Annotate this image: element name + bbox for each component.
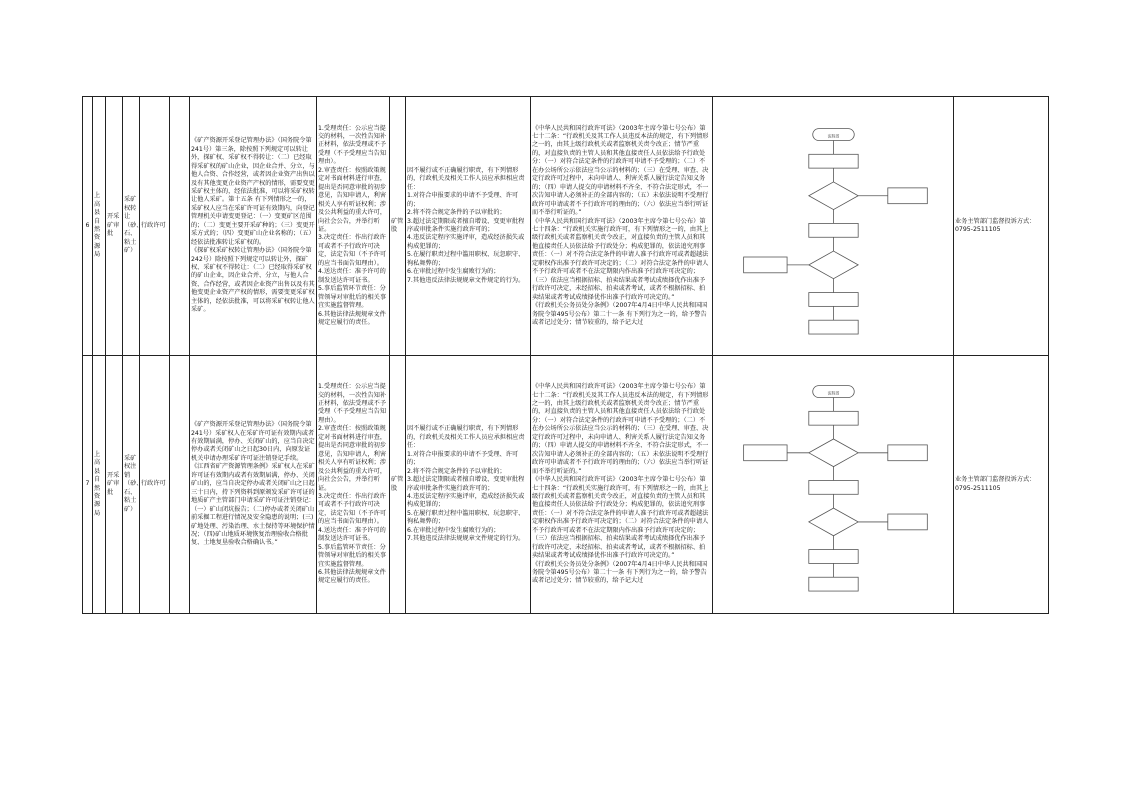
type-cell: 行政许可 bbox=[140, 356, 170, 614]
table-row bbox=[83, 97, 1049, 356]
table-row bbox=[83, 356, 1049, 614]
legal-provisions-cell: 《中华人民共和国行政许可法》（2003年主席令第七号公布）第七十二条：“行政机关及其工作人员违反本法的规定，有下列情形之一的，由其上级行政机关或者监察机关责令改正；情节严重的，对直接负责的主管人员和其他直接责任人员依法给予行政处分：（一）对符合法定条件的行政许可申请不予受理的；（二）不在办公场所公示依法应当公示的材料的；（三）在受理、审查、决定行政许可过程中，未向申请人、利害关系人履行法定告知义务的；（四）申请人提交的申请材料不齐全、不符合法定形式，不一次告知申请人必须补正的全部内容的；（五）未依法说明不受理行政许可申请或者不予行政许可的理由的；（六）依法应当举行听证而不举行听证的。” 《中华人民共和国行政许可法》（2003年主席令第七号公布）第七十四条：“行政机关实施行政许可，有下列情形之一的，由其上级行政机关或者监察机关责令改正，对直接负责的主管人员和其他直接责任人员依法给予行政处分；构成犯罪的，依法追究刑事责任：（一）对不符合法定条件的申请人准予行政许可或者超越法定职权作出准予行政许可决定的；（二）对符合法定条件的申请人不予行政许可或者不在法定期限内作出准予行政许可决定的；（三）依法应当根据招标、拍卖结果或者考试成绩择优作出准予行政许可决定，未经招标、拍卖或者考试，或者不根据招标、拍卖结果或者考试成绩择优作出准予行政许可决定的。” 《行政机关公务员处分条例》（2007年4月4日中华人民共和国国务院令第495号公布）第二十一条 有下列行为之一的，给予警告或者记过处分；情节较重的，给予记大过 bbox=[531, 356, 713, 614]
svg-text:流程图: 流程图 bbox=[827, 390, 840, 396]
responsible-org-cell: 矿管股 bbox=[390, 356, 406, 614]
svg-text:流程图: 流程图 bbox=[827, 133, 840, 139]
approval-flowchart bbox=[714, 99, 952, 354]
legal-basis-cell: 《矿产资源开采登记管理办法》（国务院令第241号）第三条，除按照下列规定可以转让外，探矿权、采矿权不得转让：（二）已经取得采矿权的矿山企业，因企业合并、分立，与他人合资、合作经营，或者因企业资产出售以及有其他变更企业资产产权的情形，需要变更采矿权主体的，经依法批准，可以将采矿权转让他人采矿。第十五条 有下列情形之一的，采矿权人应当在采矿许可证有效期内，向登记管理机关申请变更登记：（一）变更矿区范围的；（二）变更主要开采矿种的；（三）变更开采方式的；（四）变更矿山企业名称的；（五）经依法批准转让采矿权的。 《探矿权采矿权转让管理办法》（国务院令第242号）除按照下列规定可以转让外，探矿权、采矿权不得转让：（二）已经取得采矿权的矿山企业，因企业合并、分立，与他人合资、合作经营，或者因企业资产出售以及有其他变更企业资产产权的情形，需要变更采矿权主体的，经依法批准，可以将采矿权转让他人采矿。 bbox=[190, 97, 317, 356]
row-number: 6 bbox=[83, 97, 93, 356]
empty-cell bbox=[170, 356, 190, 614]
approval-flowchart bbox=[714, 358, 952, 612]
category-cell: 开采矿审批 bbox=[106, 356, 123, 614]
responsibility-cell: 1.受理责任：公示应当提交的材料，一次性告知补正材料，依法受理或不予受理（不予受理应当告知理由）。 2.审查责任：按照政策规定对书面材料进行审查，提出是否同意审批的初步意见，告知申请人，利害相关人享有听证权利；涉及公共利益的重大许可，向社会公告，并举行听证。 3.决定责任：作出行政许可或者不予行政许可决定，法定告知（不予许可的应当书面告知理由）。 4.送达责任：准予许可的制发送达许可证书。 5.事后监管环节责任：分管领导对审批后的相关事宜实施监督管理。 6.其他法律法规规章文件规定应履行的责任。 bbox=[317, 356, 390, 614]
legal-provisions-cell: 《中华人民共和国行政许可法》（2003年主席令第七号公布）第七十二条：“行政机关及其工作人员违反本法的规定，有下列情形之一的，由其上级行政机关或者监察机关责令改正；情节严重的，对直接负责的主管人员和其他直接责任人员依法给予行政处分：（一）对符合法定条件的行政许可申请不予受理的；（二）不在办公场所公示依法应当公示的材料的；（三）在受理、审查、决定行政许可过程中，未向申请人、利害关系人履行法定告知义务的；（四）申请人提交的申请材料不齐全、不符合法定形式，不一次告知申请人必须补正的全部内容的；（五）未依法说明不受理行政许可申请或者不予行政许可的理由的；（六）依法应当举行听证而不举行听证的。” 《中华人民共和国行政许可法》（2003年主席令第七号公布）第七十四条：“行政机关实施行政许可，有下列情形之一的，由其上级行政机关或者监察机关责令改正，对直接负责的主管人员和其他直接责任人员依法给予行政处分；构成犯罪的，依法追究刑事责任：（一）对不符合法定条件的申请人准予行政许可或者超越法定职权作出准予行政许可决定的；（二）对符合法定条件的申请人不予行政许可或者不在法定期限内作出准予行政许可决定的；（三）依法应当根据招标、拍卖结果或者考试成绩择优作出准予行政许可决定，未经招标、拍卖或者考试，或者不根据招标、拍卖结果或者考试成绩择优作出准予行政许可决定的。” 《行政机关公务员处分条例》（2007年4月4日中华人民共和国国务院令第495号公布）第二十一条 有下列行为之一的，给予警告或者记过处分；情节较重的，给予记大过 bbox=[531, 97, 713, 356]
legal-basis-cell: 《矿产资源开采登记管理办法》（国务院令第241号）采矿权人在采矿许可证有效期内或者有效期届满，停办、关闭矿山的，应当自决定停办或者关闭矿山之日起30日内，向原发证机关申请办理采矿许可证注销登记手续。 《江西省矿产资源管理条例》采矿权人在采矿许可证有效期内或者有效期届满，停办、关闭矿山的，应当自决定停办或者关闭矿山之日起三十日内，持下列资料到原颁发采矿许可证的地质矿产主管部门申请采矿许可证注销登记：（一）矿山闭坑报告；（二)停办或者关闭矿山前采掘工程进行情况及安全隐患的说明；(三)矿地处理、污染治理、水土保持等环境保护情况；（四)矿山地质环境恢复治理验收合格批复、土地复垦验收合格确认书。” bbox=[190, 356, 317, 614]
liability-cell: 因不履行或不正确履行职责，有下列情形的，行政机关及相关工作人员应承担相应责任： 1.对符合申报要求的申请不予受理、许可的； 2.将不符合规定条件的予以审批的； 3.超过法定期限或者擅自增设、变更审批程序或审批条件实施行政许可的； 4.违反法定程序实施评审，造成经济损失或构成犯罪的； 5.在履行职责过程中滥用职权、玩忽职守、徇私舞弊的； 6.在审批过程中发生腐败行为的； 7.其他违反法律法规规章文件规定的行为。 bbox=[406, 97, 531, 356]
responsibility-cell: 1.受理责任：公示应当提交的材料，一次性告知补正材料，依法受理或不予受理（不予受理应当告知理由）。 2.审查责任：按照政策规定对书面材料进行审查，提出是否同意审批的初步意见，告知申请人，利害相关人享有听证权利；涉及公共利益的重大许可，向社会公告，并举行听证。 3.决定责任：作出行政许可或者不予行政许可决定，法定告知（不予许可的应当书面告知理由）。 4.送达责任：准予许可的制发送达许可证书。 5.事后监管环节责任：分管领导对审批后的相关事宜实施监督管理。 6.其他法律法规规章文件规定应履行的责任。 bbox=[317, 97, 390, 356]
department-cell: 上高县自然资源局 bbox=[93, 97, 106, 356]
empty-cell bbox=[170, 97, 190, 356]
item-name-cell: 采矿权注销（砂、石、粘土矿） bbox=[123, 356, 140, 614]
row-number: 7 bbox=[83, 356, 93, 614]
type-cell: 行政许可 bbox=[140, 97, 170, 356]
flowchart-cell bbox=[713, 97, 954, 356]
category-cell: 开采矿审批 bbox=[106, 97, 123, 356]
department-cell: 上高县自然资源局 bbox=[93, 356, 106, 614]
supervision-cell: 业务主管部门监督投诉方式：0795-2511105 bbox=[954, 356, 1049, 614]
supervision-cell: 业务主管部门监督投诉方式：0795-2511105 bbox=[954, 97, 1049, 356]
flowchart-cell bbox=[713, 356, 954, 614]
responsible-org-cell: 矿管股 bbox=[390, 97, 406, 356]
power-list-table bbox=[82, 96, 1049, 614]
item-name-cell: 采矿权转让（砂、石、粘土矿） bbox=[123, 97, 140, 356]
liability-cell: 因不履行或不正确履行职责，有下列情形的，行政机关及相关工作人员应承担相应责任： 1.对符合申报要求的申请不予受理、许可的； 2.将不符合规定条件的予以审批的； 3.超过法定期限或者擅自增设、变更审批程序或审批条件实施行政许可的； 4.违反法定程序实施评审，造成经济损失或构成犯罪的； 5.在履行职责过程中滥用职权、玩忽职守、徇私舞弊的； 6.在审批过程中发生腐败行为的； 7.其他违反法律法规规章文件规定的行为。 bbox=[406, 356, 531, 614]
